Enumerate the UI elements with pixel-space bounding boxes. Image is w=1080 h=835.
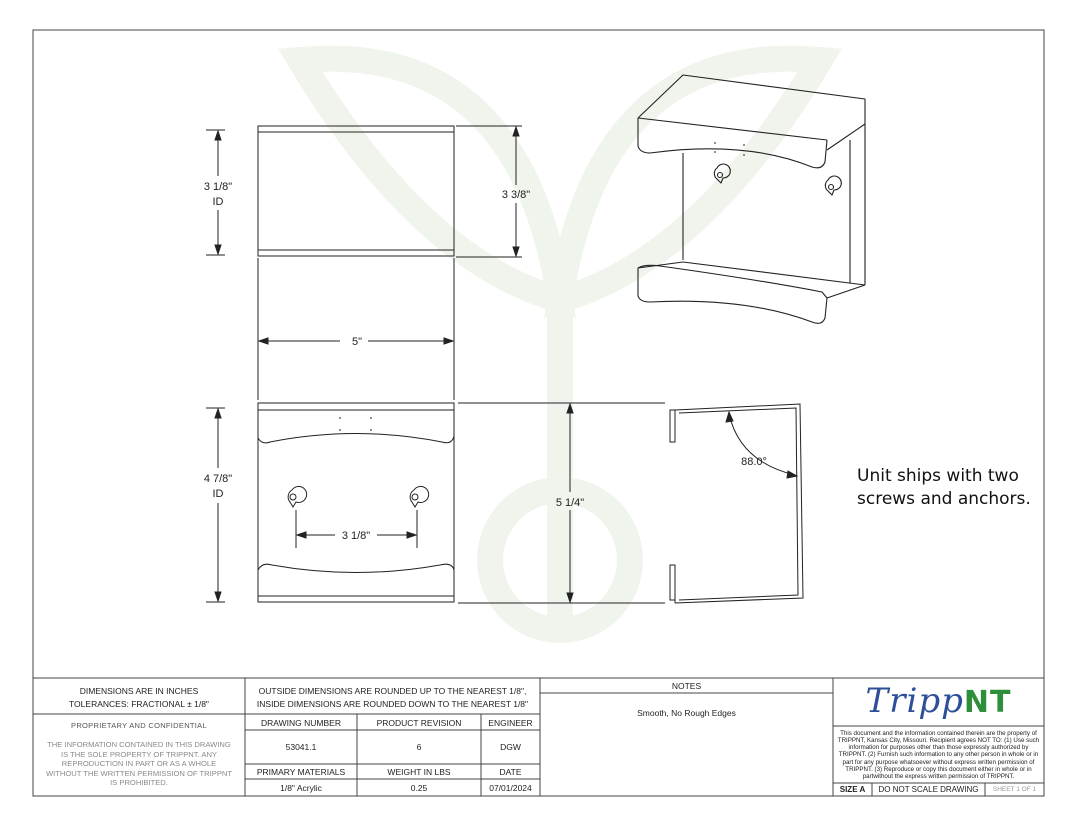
- proprietary-heading: PROPRIETARY AND CONFIDENTIAL: [71, 721, 207, 730]
- header-date: DATE: [499, 766, 522, 777]
- dim-bottom-inner-height-sub: ID: [212, 488, 224, 500]
- angle-label: 88.0°: [741, 456, 767, 468]
- value-weight: 0.25: [410, 782, 428, 793]
- value-primary-materials: 1/8" Acrylic: [280, 782, 322, 793]
- callout-line-1: Unit ships with two: [857, 466, 1019, 486]
- units-note: [33, 682, 245, 712]
- value-product-revision: 6: [416, 742, 422, 752]
- dim-bottom-inner-height-label: 4 7/8": [203, 473, 233, 485]
- dim-top-inner-height-sub: ID: [212, 196, 224, 208]
- header-drawing-number: DRAWING NUMBER: [261, 717, 341, 728]
- units-line-2: TOLERANCES: FRACTIONAL ± 1/8": [69, 698, 209, 709]
- rounding-note: [245, 682, 540, 712]
- dim-top-inner-height-label: 3 1/8": [203, 181, 233, 193]
- company-logo: [833, 680, 1044, 724]
- sheet-number: SHEET 1 OF 1: [992, 786, 1037, 793]
- logo-main-text: Tripp: [865, 681, 964, 721]
- dim-hole-spacing-label: 3 1/8": [341, 530, 371, 542]
- legal-text: This document and the information contained therein are the property of TRIPPNT, Kansas City, Missouri. Recipient agrees NOT TO: (1) Use such information for purposes other than those expressly authorized by TRIPPNT. (2) Furnish such information to any other person in whole or in part for any purpose whatsoever without express written permission of TRIPPNT. (3) Reproduce or copy this document either in whole or in partwithout the express written permission of TRIPPNT.: [837, 729, 1040, 780]
- dim-side-height-label: 5 1/4": [555, 497, 585, 509]
- notes-heading: NOTES: [671, 681, 702, 691]
- value-date: 07/01/2024: [489, 782, 532, 793]
- value-engineer: DGW: [500, 742, 521, 752]
- value-drawing-number: 53041.1: [285, 742, 317, 752]
- rounding-line-2: INSIDE DIMENSIONS ARE ROUNDED DOWN TO THE NEAREST 1/8": [256, 698, 529, 709]
- header-weight: WEIGHT IN LBS: [387, 766, 451, 777]
- scale-note: DO NOT SCALE DRAWING: [878, 785, 979, 794]
- proprietary-text: THE INFORMATION CONTAINED IN THIS DRAWING IS THE SOLE PROPERTY OF TRIPPNT. ANY REPRODUCTION IN PART OR AS A WHOLE WITHOUT THE WRITTEN PERMISSION OF TRIPPNT IS PROHIBITED.: [45, 740, 233, 788]
- size-label: SIZE A: [839, 785, 866, 794]
- units-line-1: DIMENSIONS ARE IN INCHES: [79, 685, 199, 696]
- dim-width-label: 5": [351, 336, 363, 348]
- logo-accent-text: NT: [963, 685, 1012, 720]
- callout-line-2: screws and anchors.: [857, 489, 1031, 509]
- header-primary-materials: PRIMARY MATERIALS: [256, 766, 346, 777]
- header-product-revision: PRODUCT REVISION: [376, 717, 462, 728]
- header-engineer: ENGINEER: [488, 717, 533, 728]
- rounding-line-1: OUTSIDE DIMENSIONS ARE ROUNDED UP TO THE NEAREST 1/8",: [258, 685, 527, 696]
- dim-top-outer-height-label: 3 3/8": [501, 189, 531, 201]
- notes-text: Smooth, No Rough Edges: [637, 708, 736, 718]
